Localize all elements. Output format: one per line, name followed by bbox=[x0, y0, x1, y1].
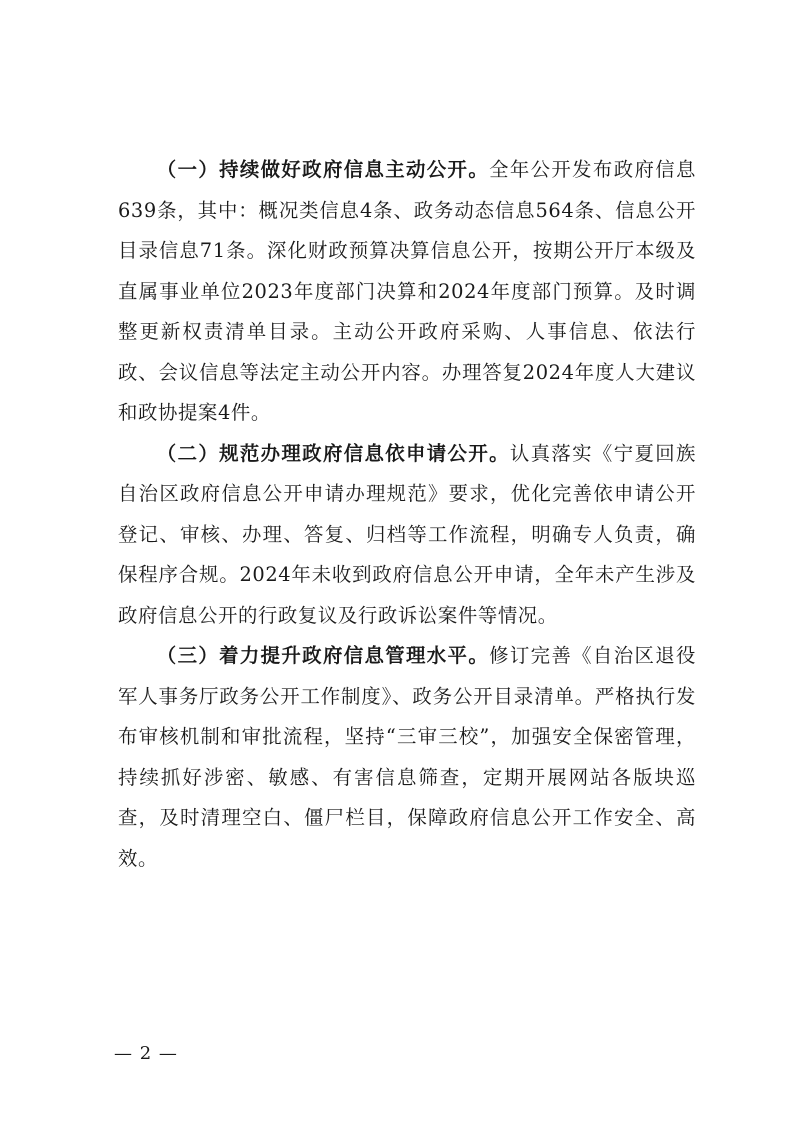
paragraph-1 bbox=[118, 150, 696, 434]
paragraph-3-text: 修订完善《自治区退役军人事务厅政务公开工作制度》、政务公开目录清单。严格执行发布审核机制和审批流程，坚持“三审三校”，加强安全保密管理，持续抓好涉密、敏感、有害信息筛查，定期开展网站各版块巡查，及时清理空白、僵尸栏目，保障政府信息公开工作安全、高效。 bbox=[118, 644, 696, 870]
page-number: — 2 — bbox=[114, 1043, 178, 1064]
document-body bbox=[118, 150, 696, 879]
paragraph-1-text: 全年公开发布政府信息639条，其中：概况类信息4条、政务动态信息564条、信息公开目录信息71条。深化财政预算决算信息公开，按期公开厅本级及直属事业单位2023年度部门决算和2024年度部门预算。及时调整更新权责清单目录。主动公开政府采购、人事信息、依法行政、会议信息等法定主动公开内容。办理答复2024年度人大建议和政协提案4件。 bbox=[118, 158, 696, 424]
paragraph-2 bbox=[118, 434, 696, 637]
paragraph-1-heading: （一）持续做好政府信息主动公开。 bbox=[156, 158, 490, 181]
paragraph-3-heading: （三）着力提升政府信息管理水平。 bbox=[156, 644, 490, 667]
paragraph-2-heading: （二）规范办理政府信息依申请公开。 bbox=[156, 441, 510, 465]
paragraph-2-text: 认真落实《宁夏回族自治区政府信息公开申请办理规范》要求，优化完善依申请公开登记、审核、办理、答复、归档等工作流程，明确专人负责，确保程序合规。2024年未收到政府信息公开申请，全年未产生涉及政府信息公开的行政复议及行政诉讼案件等情况。 bbox=[118, 441, 696, 627]
paragraph-3 bbox=[118, 636, 696, 879]
